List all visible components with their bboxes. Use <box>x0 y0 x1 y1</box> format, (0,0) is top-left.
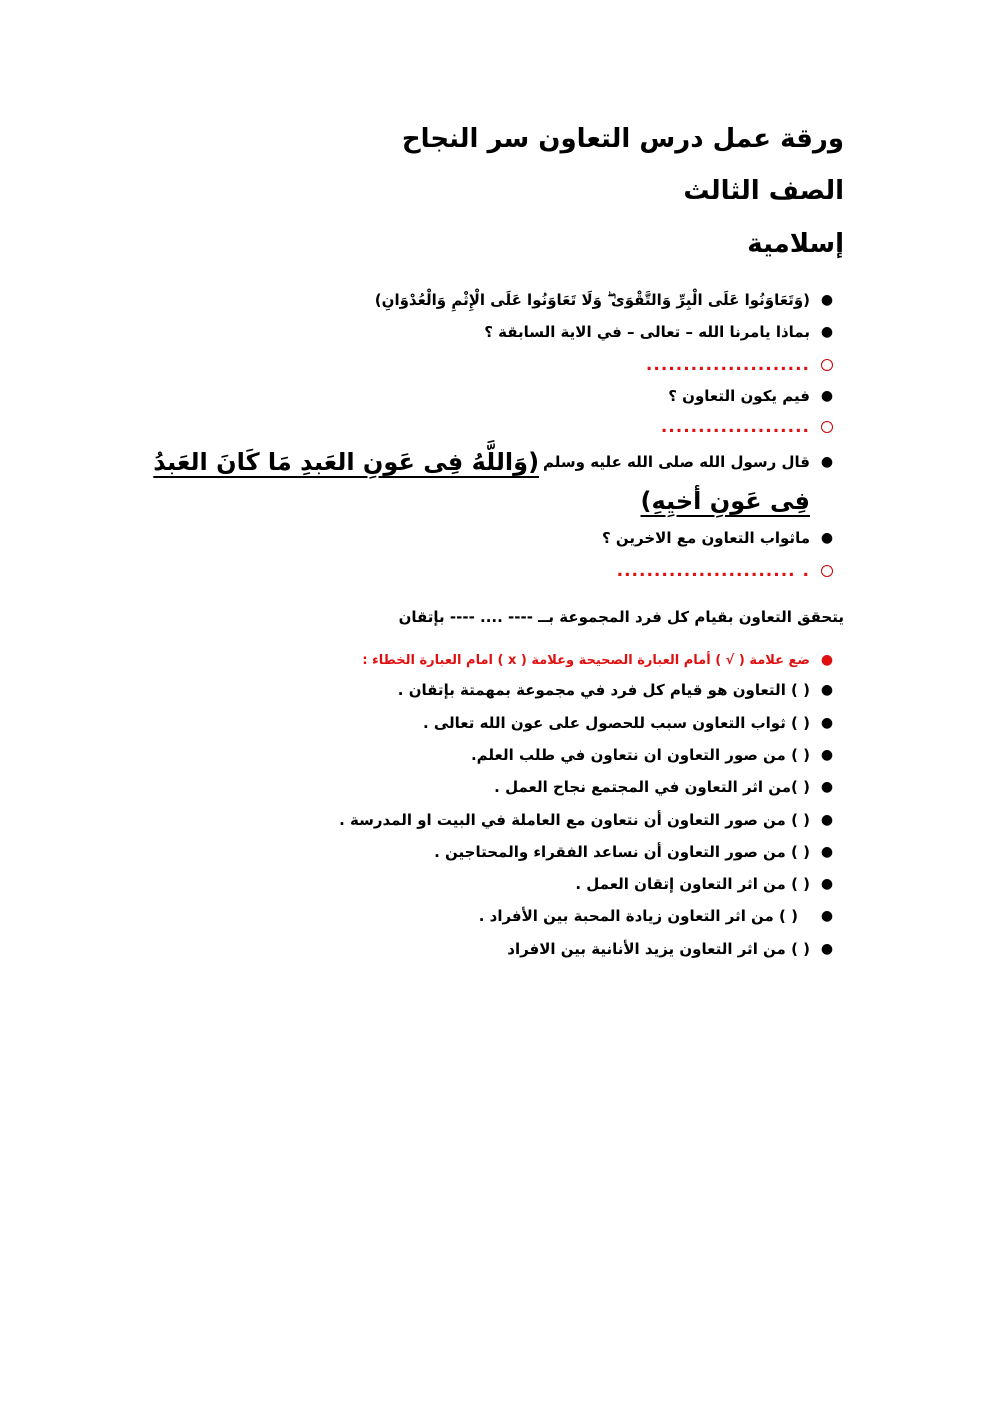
answer-dots-2: .................... <box>660 417 810 437</box>
answer-line-3[interactable] <box>617 557 844 585</box>
list-item-question-3 <box>602 524 844 552</box>
bullet-icon: ● <box>820 652 834 668</box>
hadith-text-line-2: فِى عَونِ أخيِهِ) <box>640 487 810 515</box>
worksheet-title: ورقة عمل درس التعاون سر النجاح <box>401 124 844 154</box>
quran-verse: (وَتَعَاوَنُوا عَلَى الْبِرِّ وَالتَّقْوَىٰ ۖ وَلَا تَعَاوَنُوا عَلَى الْإِثْمِ وَالْعُدْوَانِ) <box>374 291 810 309</box>
bullet-icon: ● <box>820 779 834 795</box>
fill-in-blank-sentence[interactable]: يتحقق التعاون بقيام كل فرد المجموعة بــ ---- .... ---- بإتقان <box>398 608 844 626</box>
hadith-text-line-1: (وَاللَّهُ فِى عَونِ العَبدِ مَا كَانَ العَبدُ <box>153 448 540 476</box>
tf-statement: ( ) من صور التعاون ان نتعاون في طلب العلم. <box>470 746 810 764</box>
grade-heading: الصف الثالث <box>683 176 844 206</box>
tf-item[interactable] <box>339 806 844 834</box>
bullet-icon: ● <box>820 812 834 828</box>
question-2: فيم يكون التعاون ؟ <box>668 387 810 405</box>
bullet-icon: ● <box>820 941 834 957</box>
answer-dots-3: . ........................ <box>616 561 810 581</box>
bullet-icon: ● <box>820 844 834 860</box>
tf-statement: ( ) من اثر التعاون يزيد الأنانية بين الافراد <box>507 940 810 958</box>
list-item-verse <box>375 286 844 314</box>
list-item-question-2 <box>668 382 844 410</box>
tf-item[interactable] <box>434 838 844 866</box>
tf-item[interactable] <box>507 935 844 963</box>
question-1: بماذا يامرنا الله – تعالى – في الاية السابقة ؟ <box>484 323 810 341</box>
subject-heading: إسلامية <box>747 229 844 259</box>
answer-dots-1: ...................... <box>645 355 810 375</box>
tf-item[interactable] <box>479 902 844 930</box>
circle-icon <box>810 359 844 371</box>
bullet-icon: ● <box>820 682 834 698</box>
circle-icon <box>810 565 844 577</box>
tf-statement: ( ) من صور التعاون أن نساعد الفقراء والمحتاجين . <box>434 843 810 861</box>
tf-item[interactable] <box>575 870 844 898</box>
circle-icon <box>810 421 844 433</box>
answer-line-1[interactable] <box>646 351 844 379</box>
bullet-icon: ● <box>820 454 834 470</box>
bullet-icon: ● <box>820 747 834 763</box>
tf-statement: ( ) ثواب التعاون سبب للحصول على عون الله تعالى . <box>422 714 810 732</box>
tf-item[interactable] <box>423 709 844 737</box>
tf-statement: ( ) التعاون هو قيام كل فرد في مجموعة بمهمتة بإتقان . <box>397 681 810 699</box>
bullet-icon: ● <box>820 908 834 924</box>
bullet-icon: ● <box>820 292 834 308</box>
tf-instruction <box>362 646 844 674</box>
tf-statement: ( ) من صور التعاون أن نتعاون مع العاملة في البيت او المدرسة . <box>339 811 810 829</box>
tf-item[interactable] <box>494 773 844 801</box>
hadith-continuation <box>641 483 810 519</box>
hadith-intro: قال رسول الله صلى الله عليه وسلم <box>543 453 810 471</box>
bullet-icon: ● <box>820 324 834 340</box>
bullet-icon: ● <box>820 388 834 404</box>
tf-statement: ( ) من اثر التعاون زيادة المحبة بين الأفراد . <box>478 907 798 925</box>
tf-instruction-text: ضع علامة ( √ ) أمام العبارة الصحيحة وعلامة ( x ) امام العبارة الخطاء : <box>362 652 810 668</box>
list-item-hadith <box>153 444 844 480</box>
bullet-icon: ● <box>820 876 834 892</box>
bullet-icon: ● <box>820 715 834 731</box>
tf-item[interactable] <box>398 676 844 704</box>
list-item-question-1 <box>484 318 844 346</box>
answer-line-2[interactable] <box>661 413 844 441</box>
tf-statement: ( )من اثر التعاون في المجتمع نجاح العمل . <box>494 778 810 796</box>
tf-statement: ( ) من اثر التعاون إتقان العمل . <box>575 875 810 893</box>
bullet-icon: ● <box>820 530 834 546</box>
question-3: ماثواب التعاون مع الاخرين ؟ <box>601 529 810 547</box>
tf-item[interactable] <box>471 741 844 769</box>
